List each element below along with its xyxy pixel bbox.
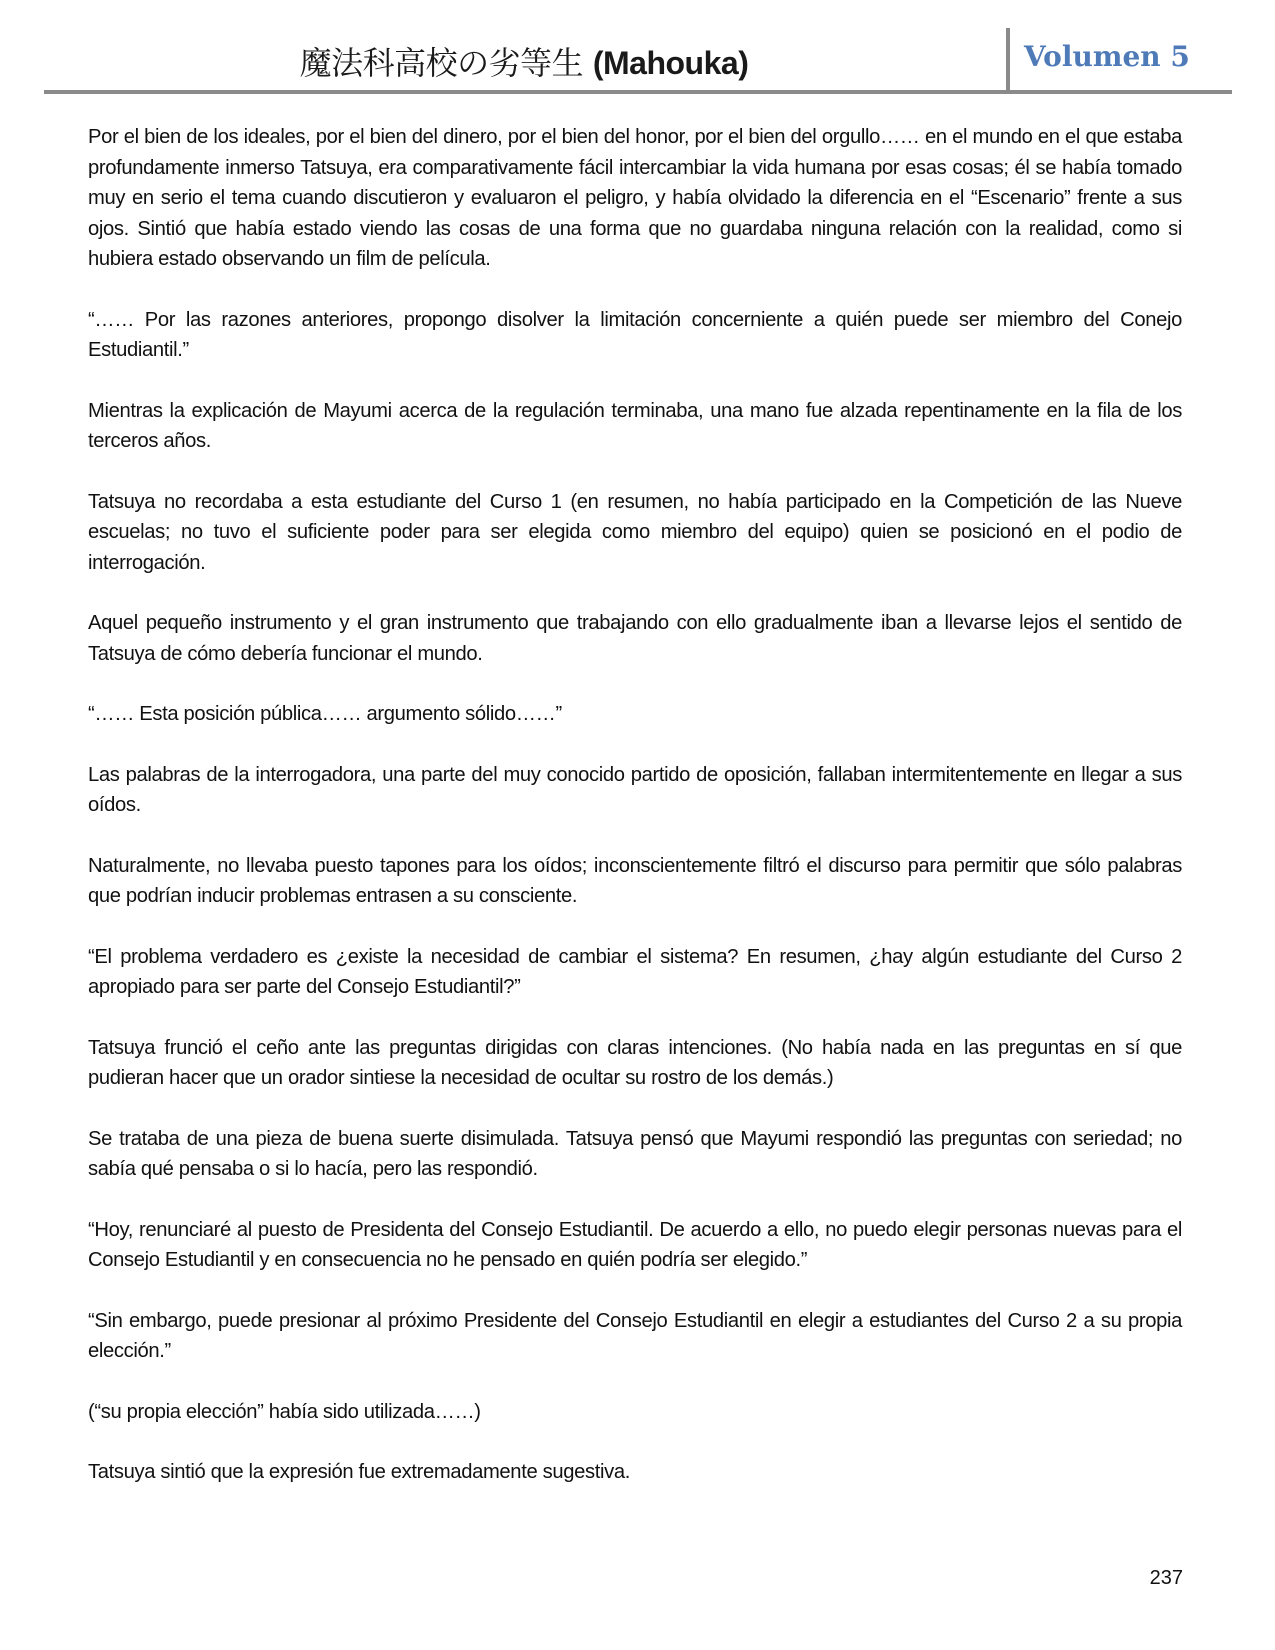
body-text: [88, 122, 1182, 1518]
paragraph: Tatsuya sintió que la expresión fue extremadamente sugestiva.: [88, 1461, 630, 1483]
paragraph: “…… Por las razones anteriores, propongo disolver la limitación concerniente a quién puede ser miembro del Conejo Estudiantil.”: [88, 308, 1182, 361]
book-title-romaji: (Mahouka): [592, 45, 749, 81]
paragraph: “…… Esta posición pública…… argumento sólido……”: [88, 703, 562, 725]
paragraph: (“su propia elección” había sido utilizada……): [88, 1400, 481, 1423]
page-number: 237: [1149, 1567, 1183, 1589]
paragraph: Aquel pequeño instrumento y el gran instrumento que trabajando con ello gradualmente iban a llevarse lejos el sentido de Tatsuya de cómo debería funcionar el mundo.: [88, 612, 1182, 665]
paragraph: Mientras la explicación de Mayumi acerca de la regulación terminaba, una mano fue alzada repentinamente en la fila de los terceros años.: [88, 399, 1182, 452]
book-title: [44, 38, 1004, 84]
paragraph: “El problema verdadero es ¿existe la necesidad de cambiar el sistema? En resumen, ¿hay algún estudiante del Curso 2 apropiado para ser parte del Consejo Estudiantil?”: [88, 945, 1182, 998]
paragraph: Por el bien de los ideales, por el bien del dinero, por el bien del honor, por el bien del orgullo…… en el mundo en el que estaba profundamente inmerso Tatsuya, era comparativamente fácil intercambiar la vida humana por esas cosas; él se había tomado muy en serio el tema cuando discutieron y evaluaron el peligro, y había olvidado la diferencia en el “Escenario” frente a sus ojos. Sintió que había estado viendo las cosas de una forma que no guardaba ninguna relación con la realidad, como si hubiera estado observando un film de película.: [88, 126, 1182, 270]
paragraph: Tatsuya no recordaba a esta estudiante del Curso 1 (en resumen, no había participado en la Competición de las Nueve escuelas; no tuvo el suficiente poder para ser elegida como miembro del equipo) quien se posicionó en el podio de interrogación.: [88, 490, 1182, 574]
book-title-japanese: 魔法科高校の劣等生: [299, 44, 584, 82]
paragraph: Se trataba de una pieza de buena suerte disimulada. Tatsuya pensó que Mayumi respondió las preguntas con seriedad; no sabía qué pensaba o si lo hacía, pero las respondió.: [88, 1127, 1182, 1180]
header-rule: [44, 90, 1232, 94]
page-header: [44, 28, 1232, 94]
volume-label: Volumen 5: [1024, 40, 1190, 73]
header-divider: [1006, 28, 1010, 94]
paragraph: Naturalmente, no llevaba puesto tapones para los oídos; inconscientemente filtró el discurso para permitir que sólo palabras que podrían inducir problemas entrasen a su consciente.: [88, 854, 1182, 907]
paragraph: Tatsuya frunció el ceño ante las preguntas dirigidas con claras intenciones. (No había nada en las preguntas en sí que pudieran hacer que un orador sintiese la necesidad de ocultar su rostro de los demás.): [88, 1036, 1182, 1089]
paragraph: Las palabras de la interrogadora, una parte del muy conocido partido de oposición, fallaban intermitentemente en llegar a sus oídos.: [88, 763, 1182, 816]
paragraph: “Hoy, renunciaré al puesto de Presidenta del Consejo Estudiantil. De acuerdo a ello, no puedo elegir personas nuevas para el Consejo Estudiantil y en consecuencia no he pensado en quién podría ser elegido.”: [88, 1218, 1182, 1271]
paragraph: “Sin embargo, puede presionar al próximo Presidente del Consejo Estudiantil en elegir a estudiantes del Curso 2 a su propia elección.”: [88, 1309, 1182, 1362]
